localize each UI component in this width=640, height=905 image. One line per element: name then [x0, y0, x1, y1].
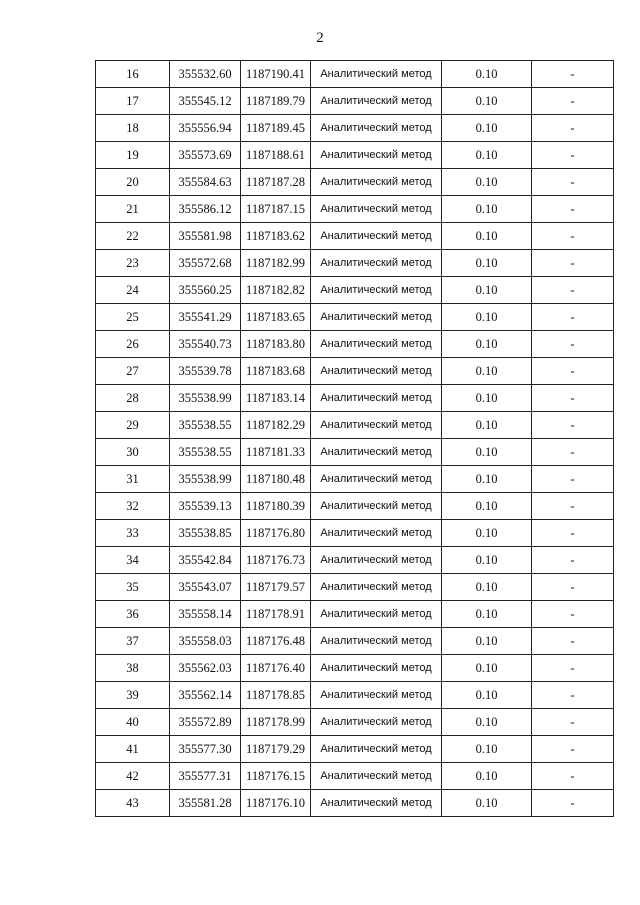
- table-row: [96, 574, 614, 601]
- y-coordinate-cell: 1187179.29: [241, 736, 311, 763]
- description-cell: -: [532, 358, 614, 385]
- point-number-cell: 38: [96, 655, 170, 682]
- method-cell: Аналитический метод: [311, 763, 442, 790]
- description-cell: -: [532, 331, 614, 358]
- x-coordinate-cell: 355560.25: [170, 277, 241, 304]
- method-cell: Аналитический метод: [311, 196, 442, 223]
- point-number-cell: 39: [96, 682, 170, 709]
- table-row: [96, 466, 614, 493]
- x-coordinate-cell: 355562.03: [170, 655, 241, 682]
- accuracy-cell: 0.10: [442, 790, 532, 817]
- point-number-cell: 25: [96, 304, 170, 331]
- accuracy-cell: 0.10: [442, 682, 532, 709]
- y-coordinate-cell: 1187187.15: [241, 196, 311, 223]
- method-cell: Аналитический метод: [311, 574, 442, 601]
- y-coordinate-cell: 1187190.41: [241, 61, 311, 88]
- point-number-cell: 36: [96, 601, 170, 628]
- point-number-cell: 27: [96, 358, 170, 385]
- description-cell: -: [532, 601, 614, 628]
- point-number-cell: 42: [96, 763, 170, 790]
- point-number-cell: 34: [96, 547, 170, 574]
- y-coordinate-cell: 1187182.82: [241, 277, 311, 304]
- table-row: [96, 493, 614, 520]
- page-number: 2: [316, 30, 324, 46]
- method-cell: Аналитический метод: [311, 304, 442, 331]
- method-cell: Аналитический метод: [311, 709, 442, 736]
- point-number-cell: 37: [96, 628, 170, 655]
- point-number-cell: 18: [96, 115, 170, 142]
- x-coordinate-cell: 355572.68: [170, 250, 241, 277]
- point-number-cell: 29: [96, 412, 170, 439]
- description-cell: -: [532, 493, 614, 520]
- y-coordinate-cell: 1187176.10: [241, 790, 311, 817]
- method-cell: Аналитический метод: [311, 520, 442, 547]
- table-row: [96, 682, 614, 709]
- point-number-cell: 26: [96, 331, 170, 358]
- method-cell: Аналитический метод: [311, 61, 442, 88]
- method-cell: Аналитический метод: [311, 601, 442, 628]
- table-row: [96, 61, 614, 88]
- table-row: [96, 169, 614, 196]
- x-coordinate-cell: 355538.85: [170, 520, 241, 547]
- point-number-cell: 31: [96, 466, 170, 493]
- x-coordinate-cell: 355545.12: [170, 88, 241, 115]
- accuracy-cell: 0.10: [442, 277, 532, 304]
- y-coordinate-cell: 1187183.80: [241, 331, 311, 358]
- y-coordinate-cell: 1187180.39: [241, 493, 311, 520]
- method-cell: Аналитический метод: [311, 223, 442, 250]
- point-number-cell: 32: [96, 493, 170, 520]
- description-cell: -: [532, 115, 614, 142]
- point-number-cell: 22: [96, 223, 170, 250]
- table-row: [96, 547, 614, 574]
- accuracy-cell: 0.10: [442, 61, 532, 88]
- x-coordinate-cell: 355540.73: [170, 331, 241, 358]
- point-number-cell: 17: [96, 88, 170, 115]
- accuracy-cell: 0.10: [442, 412, 532, 439]
- accuracy-cell: 0.10: [442, 331, 532, 358]
- x-coordinate-cell: 355573.69: [170, 142, 241, 169]
- x-coordinate-cell: 355581.98: [170, 223, 241, 250]
- x-coordinate-cell: 355558.03: [170, 628, 241, 655]
- x-coordinate-cell: 355532.60: [170, 61, 241, 88]
- y-coordinate-cell: 1187176.40: [241, 655, 311, 682]
- description-cell: -: [532, 736, 614, 763]
- description-cell: -: [532, 709, 614, 736]
- y-coordinate-cell: 1187176.73: [241, 547, 311, 574]
- y-coordinate-cell: 1187183.62: [241, 223, 311, 250]
- description-cell: -: [532, 304, 614, 331]
- method-cell: Аналитический метод: [311, 439, 442, 466]
- x-coordinate-cell: 355538.55: [170, 412, 241, 439]
- table-row: [96, 331, 614, 358]
- description-cell: -: [532, 88, 614, 115]
- y-coordinate-cell: 1187189.79: [241, 88, 311, 115]
- point-number-cell: 28: [96, 385, 170, 412]
- description-cell: -: [532, 439, 614, 466]
- method-cell: Аналитический метод: [311, 169, 442, 196]
- table-row: [96, 628, 614, 655]
- table-row: [96, 412, 614, 439]
- x-coordinate-cell: 355577.31: [170, 763, 241, 790]
- accuracy-cell: 0.10: [442, 466, 532, 493]
- point-number-cell: 43: [96, 790, 170, 817]
- description-cell: -: [532, 412, 614, 439]
- method-cell: Аналитический метод: [311, 277, 442, 304]
- y-coordinate-cell: 1187183.65: [241, 304, 311, 331]
- table-row: [96, 709, 614, 736]
- x-coordinate-cell: 355586.12: [170, 196, 241, 223]
- accuracy-cell: 0.10: [442, 169, 532, 196]
- y-coordinate-cell: 1187183.14: [241, 385, 311, 412]
- table-body: [96, 61, 614, 817]
- table-row: [96, 304, 614, 331]
- description-cell: -: [532, 520, 614, 547]
- y-coordinate-cell: 1187182.99: [241, 250, 311, 277]
- x-coordinate-cell: 355558.14: [170, 601, 241, 628]
- y-coordinate-cell: 1187179.57: [241, 574, 311, 601]
- description-cell: -: [532, 142, 614, 169]
- accuracy-cell: 0.10: [442, 304, 532, 331]
- method-cell: Аналитический метод: [311, 412, 442, 439]
- y-coordinate-cell: 1187176.80: [241, 520, 311, 547]
- description-cell: -: [532, 169, 614, 196]
- table-row: [96, 736, 614, 763]
- accuracy-cell: 0.10: [442, 115, 532, 142]
- method-cell: Аналитический метод: [311, 358, 442, 385]
- accuracy-cell: 0.10: [442, 763, 532, 790]
- point-number-cell: 19: [96, 142, 170, 169]
- description-cell: -: [532, 790, 614, 817]
- table-row: [96, 763, 614, 790]
- accuracy-cell: 0.10: [442, 196, 532, 223]
- accuracy-cell: 0.10: [442, 88, 532, 115]
- method-cell: Аналитический метод: [311, 736, 442, 763]
- method-cell: Аналитический метод: [311, 790, 442, 817]
- table-row: [96, 223, 614, 250]
- description-cell: -: [532, 763, 614, 790]
- point-number-cell: 24: [96, 277, 170, 304]
- method-cell: Аналитический метод: [311, 628, 442, 655]
- accuracy-cell: 0.10: [442, 493, 532, 520]
- description-cell: -: [532, 196, 614, 223]
- accuracy-cell: 0.10: [442, 601, 532, 628]
- x-coordinate-cell: 355543.07: [170, 574, 241, 601]
- x-coordinate-cell: 355542.84: [170, 547, 241, 574]
- table-row: [96, 196, 614, 223]
- table-row: [96, 277, 614, 304]
- table-row: [96, 250, 614, 277]
- description-cell: -: [532, 61, 614, 88]
- point-number-cell: 23: [96, 250, 170, 277]
- point-number-cell: 30: [96, 439, 170, 466]
- method-cell: Аналитический метод: [311, 493, 442, 520]
- accuracy-cell: 0.10: [442, 709, 532, 736]
- method-cell: Аналитический метод: [311, 142, 442, 169]
- x-coordinate-cell: 355562.14: [170, 682, 241, 709]
- point-number-cell: 41: [96, 736, 170, 763]
- method-cell: Аналитический метод: [311, 682, 442, 709]
- accuracy-cell: 0.10: [442, 628, 532, 655]
- description-cell: -: [532, 466, 614, 493]
- point-number-cell: 35: [96, 574, 170, 601]
- description-cell: -: [532, 574, 614, 601]
- table-row: [96, 385, 614, 412]
- table-row: [96, 439, 614, 466]
- y-coordinate-cell: 1187178.91: [241, 601, 311, 628]
- method-cell: Аналитический метод: [311, 331, 442, 358]
- table-row: [96, 88, 614, 115]
- table-row: [96, 115, 614, 142]
- description-cell: -: [532, 628, 614, 655]
- table-row: [96, 790, 614, 817]
- x-coordinate-cell: 355572.89: [170, 709, 241, 736]
- accuracy-cell: 0.10: [442, 547, 532, 574]
- x-coordinate-cell: 355584.63: [170, 169, 241, 196]
- method-cell: Аналитический метод: [311, 655, 442, 682]
- accuracy-cell: 0.10: [442, 223, 532, 250]
- x-coordinate-cell: 355539.78: [170, 358, 241, 385]
- description-cell: -: [532, 277, 614, 304]
- x-coordinate-cell: 355538.99: [170, 385, 241, 412]
- accuracy-cell: 0.10: [442, 439, 532, 466]
- y-coordinate-cell: 1187189.45: [241, 115, 311, 142]
- accuracy-cell: 0.10: [442, 520, 532, 547]
- method-cell: Аналитический метод: [311, 385, 442, 412]
- accuracy-cell: 0.10: [442, 250, 532, 277]
- table-row: [96, 358, 614, 385]
- description-cell: -: [532, 223, 614, 250]
- description-cell: -: [532, 682, 614, 709]
- accuracy-cell: 0.10: [442, 574, 532, 601]
- y-coordinate-cell: 1187180.48: [241, 466, 311, 493]
- y-coordinate-cell: 1187181.33: [241, 439, 311, 466]
- y-coordinate-cell: 1187182.29: [241, 412, 311, 439]
- y-coordinate-cell: 1187183.68: [241, 358, 311, 385]
- y-coordinate-cell: 1187176.48: [241, 628, 311, 655]
- method-cell: Аналитический метод: [311, 547, 442, 574]
- coordinates-table: [95, 60, 614, 817]
- method-cell: Аналитический метод: [311, 115, 442, 142]
- x-coordinate-cell: 355541.29: [170, 304, 241, 331]
- accuracy-cell: 0.10: [442, 385, 532, 412]
- y-coordinate-cell: 1187176.15: [241, 763, 311, 790]
- table-row: [96, 520, 614, 547]
- x-coordinate-cell: 355577.30: [170, 736, 241, 763]
- description-cell: -: [532, 385, 614, 412]
- point-number-cell: 20: [96, 169, 170, 196]
- y-coordinate-cell: 1187178.99: [241, 709, 311, 736]
- table-row: [96, 142, 614, 169]
- x-coordinate-cell: 355538.99: [170, 466, 241, 493]
- point-number-cell: 40: [96, 709, 170, 736]
- point-number-cell: 33: [96, 520, 170, 547]
- point-number-cell: 21: [96, 196, 170, 223]
- description-cell: -: [532, 547, 614, 574]
- x-coordinate-cell: 355556.94: [170, 115, 241, 142]
- table-row: [96, 655, 614, 682]
- y-coordinate-cell: 1187187.28: [241, 169, 311, 196]
- method-cell: Аналитический метод: [311, 250, 442, 277]
- description-cell: -: [532, 250, 614, 277]
- x-coordinate-cell: 355539.13: [170, 493, 241, 520]
- y-coordinate-cell: 1187178.85: [241, 682, 311, 709]
- x-coordinate-cell: 355538.55: [170, 439, 241, 466]
- accuracy-cell: 0.10: [442, 358, 532, 385]
- method-cell: Аналитический метод: [311, 466, 442, 493]
- accuracy-cell: 0.10: [442, 142, 532, 169]
- description-cell: -: [532, 655, 614, 682]
- table-row: [96, 601, 614, 628]
- point-number-cell: 16: [96, 61, 170, 88]
- accuracy-cell: 0.10: [442, 655, 532, 682]
- accuracy-cell: 0.10: [442, 736, 532, 763]
- x-coordinate-cell: 355581.28: [170, 790, 241, 817]
- y-coordinate-cell: 1187188.61: [241, 142, 311, 169]
- method-cell: Аналитический метод: [311, 88, 442, 115]
